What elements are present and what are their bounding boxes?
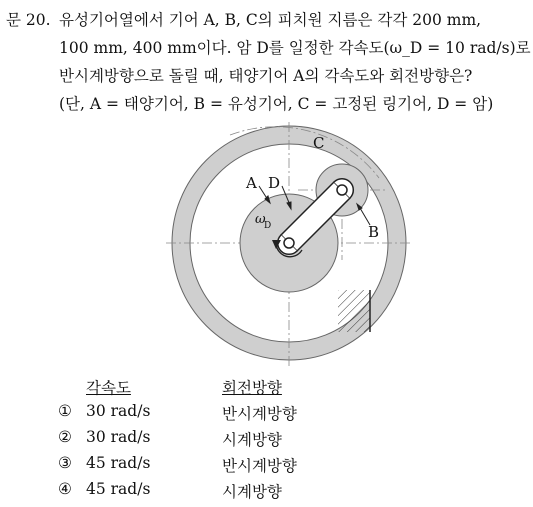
label-d: D bbox=[268, 174, 281, 192]
label-c: C bbox=[313, 134, 325, 152]
option-speed: 30 rad/s bbox=[86, 428, 151, 446]
option-speed: 45 rad/s bbox=[86, 454, 151, 472]
label-b: B bbox=[368, 223, 380, 241]
header-angular-speed: 각속도 bbox=[86, 379, 131, 397]
label-omega: ω bbox=[255, 212, 266, 227]
label-a: A bbox=[246, 174, 257, 192]
question-line-1: 유성기어열에서 기어 A, B, C의 피치원 지름은 각각 200 mm, bbox=[59, 11, 482, 29]
question-line-3: 반시계방향으로 돌릴 때, 태양기어 A의 각속도와 회전방향은? bbox=[59, 67, 473, 85]
option-direction: 시계방향 bbox=[222, 483, 282, 501]
option-marker: ④ bbox=[58, 480, 72, 498]
label-omega-subscript: D bbox=[264, 221, 272, 231]
question-line-2: 100 mm, 400 mm이다. 암 D를 일정한 각속도(ω_D = 10 rad/s)로 bbox=[59, 39, 531, 57]
question-line-4: (단, A = 태양기어, B = 유성기어, C = 고정된 링기어, D = 암) bbox=[59, 95, 494, 113]
option-direction: 반시계방향 bbox=[222, 457, 297, 475]
option-direction: 시계방향 bbox=[222, 431, 282, 449]
fixed-ground-hatching bbox=[338, 290, 370, 332]
option-marker: ② bbox=[58, 428, 72, 446]
header-rotation-direction: 회전방향 bbox=[222, 379, 282, 397]
option-marker: ① bbox=[58, 402, 72, 420]
option-marker: ③ bbox=[58, 454, 72, 472]
option-speed: 30 rad/s bbox=[86, 402, 151, 420]
option-speed: 45 rad/s bbox=[86, 480, 151, 498]
option-direction: 반시계방향 bbox=[222, 405, 297, 423]
question-number: 문 20. bbox=[6, 11, 51, 29]
